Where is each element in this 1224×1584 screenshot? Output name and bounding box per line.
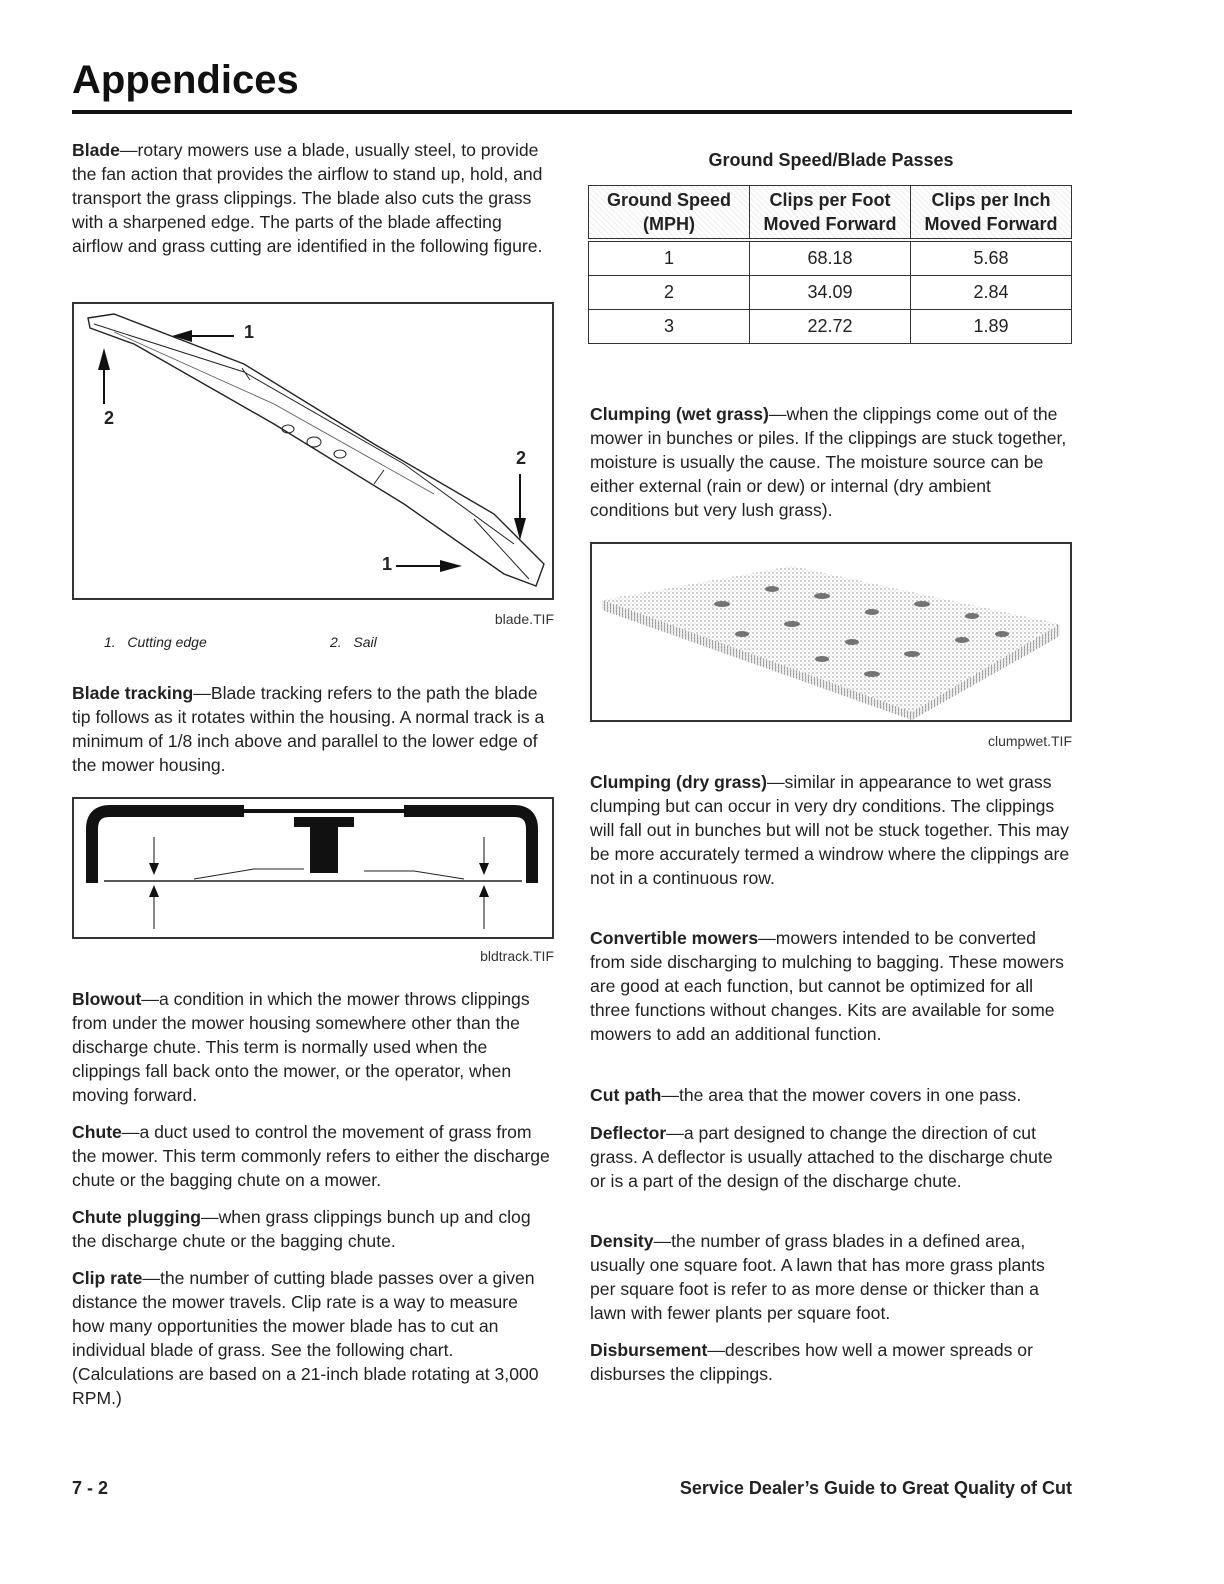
caption-num: 1.: [104, 634, 116, 650]
table-cell: 5.68: [911, 240, 1072, 276]
term-label: Blowout: [72, 989, 142, 1009]
def-disbursement: [590, 1338, 1072, 1386]
term-label: Blade: [72, 140, 120, 160]
term-text: —when the clippings come out of the mower in bunches or piles. If the clippings are stuck together, moisture is usually the cause. The moisture source can be either external (rain or dew) or internal (dry ambient conditions but very lush grass).: [590, 404, 1067, 520]
table-row: [589, 276, 1072, 310]
term-text: —when grass clippings bunch up and clog the discharge chute or the bagging chute.: [72, 1207, 531, 1251]
callout-2-left: 2: [104, 408, 115, 428]
clump-figure: [590, 542, 1072, 722]
caption-text: Sail: [353, 634, 377, 650]
callout-2-right: 2: [516, 448, 527, 468]
table-header-row: [589, 186, 1072, 241]
header-clips-per-inch: Clips per Inch Moved Forward: [911, 186, 1072, 241]
table-cell: 1: [589, 240, 750, 276]
table-cell: 68.18: [750, 240, 911, 276]
def-blowout: [72, 987, 554, 1107]
table-cell: 3: [589, 310, 750, 344]
term-text: —rotary mowers use a blade, usually steel, to provide the fan action that provides the airflow to stand up, hold, and transport the grass clippings. The blade also cuts the grass with a sharpened edge. The parts of the blade affecting airflow and grass cutting are identified in the following figure.: [72, 140, 543, 256]
term-text: —similar in appearance to wet grass clumping but can occur in very dry conditions. The clippings will fall out in bunches but will not be stuck together. This may be more accurately termed a windrow where the clippings are not in a continuous row.: [590, 772, 1070, 888]
table-row: [589, 310, 1072, 344]
guide-title: Service Dealer’s Guide to Great Quality of Cut: [679, 1478, 1072, 1498]
table-cell: 2.84: [911, 276, 1072, 310]
header-clips-per-foot: Clips per Foot Moved Forward: [750, 186, 911, 241]
caption-2: [330, 634, 377, 650]
term-text: —describes how well a mower spreads or disburses the clippings.: [590, 1340, 1033, 1384]
page-number: 7 - 2: [72, 1478, 109, 1498]
tracking-figure-filename: bldtrack.TIF: [480, 948, 554, 964]
tracking-figure: [72, 797, 554, 939]
def-chute-plugging: [72, 1205, 554, 1253]
def-density: [590, 1229, 1072, 1325]
term-label: Clumping (dry grass): [590, 772, 767, 792]
grass-clump-illustration: [592, 544, 1070, 720]
table-cell: 1.89: [911, 310, 1072, 344]
term-label: Disbursement: [590, 1340, 708, 1360]
caption-text: Cutting edge: [127, 634, 207, 650]
blade-figure: [72, 302, 554, 600]
term-label: Chute plugging: [72, 1207, 201, 1227]
term-label: Clumping (wet grass): [590, 404, 769, 424]
housing-illustration: [74, 799, 552, 937]
def-convertible: [590, 926, 1072, 1046]
table-row: [589, 240, 1072, 276]
def-clip-rate: [72, 1266, 554, 1410]
def-clumping-dry: [590, 770, 1072, 890]
def-cut-path: [590, 1083, 1072, 1107]
term-text: —mowers intended to be converted from side discharging to mulching to bagging. These mowers are good at each function, but cannot be optimized for all three functions without changes. Kits are available for some mowers to add an additional function.: [590, 928, 1064, 1044]
table-title: Ground Speed/Blade Passes: [708, 150, 954, 170]
table-cell: 34.09: [750, 276, 911, 310]
def-clumping-wet: [590, 402, 1072, 522]
callout-1-bottom: 1: [382, 554, 393, 574]
term-text: —the number of grass blades in a defined area, usually one square foot. A lawn that has more grass plants per square foot is refer to as more dense or thicker than a lawn with fewer plants per square foot.: [590, 1231, 1045, 1323]
term-text: —Blade tracking refers to the path the blade tip follows as it rotates within the housing. A normal track is a minimum of 1/8 inch above and parallel to the lower edge of the mower housing.: [72, 683, 545, 775]
caption-1: [104, 634, 207, 650]
page-title: Appendices: [72, 58, 299, 102]
blade-figure-filename: blade.TIF: [494, 611, 554, 627]
table-cell: 22.72: [750, 310, 911, 344]
term-text: —a condition in which the mower throws clippings from under the mower housing somewhere other than the discharge chute. This term is normally used when the clippings fall back onto the mower, or the operator, when moving forward.: [72, 989, 530, 1105]
term-text: —the number of cutting blade passes over a given distance the mower travels. Clip rate is a way to measure how many opportunities the mower blade has to cut an individual blade of grass. See the following chart. (Calculations are based on a 21-inch blade rotating at 3,000 RPM.): [72, 1268, 539, 1408]
term-label: Convertible mowers: [590, 928, 759, 948]
def-blade-tracking: [72, 681, 554, 777]
term-label: Blade tracking: [72, 683, 194, 703]
ground-speed-table: [588, 185, 1072, 344]
term-text: —a duct used to control the movement of grass from the mower. This term commonly refers to either the discharge chute or the bagging chute on a mower.: [72, 1122, 550, 1190]
term-label: Deflector: [590, 1123, 667, 1143]
header-ground-speed: Ground Speed (MPH): [589, 186, 750, 241]
def-deflector: [590, 1121, 1072, 1193]
term-text: —the area that the mower covers in one pass.: [661, 1085, 1022, 1105]
callout-1-top: 1: [244, 322, 255, 342]
def-chute: [72, 1120, 554, 1192]
term-text: —a part designed to change the direction of cut grass. A deflector is usually attached to the discharge chute or is a part of the design of the discharge chute.: [590, 1123, 1053, 1191]
def-blade: [72, 138, 554, 258]
blade-illustration: [74, 304, 552, 598]
term-label: Chute: [72, 1122, 122, 1142]
clump-figure-filename: clumpwet.TIF: [987, 733, 1072, 749]
title-rule: [72, 110, 1072, 114]
term-label: Cut path: [590, 1085, 662, 1105]
caption-num: 2.: [330, 634, 342, 650]
term-label: Density: [590, 1231, 654, 1251]
table-cell: 2: [589, 276, 750, 310]
term-label: Clip rate: [72, 1268, 143, 1288]
